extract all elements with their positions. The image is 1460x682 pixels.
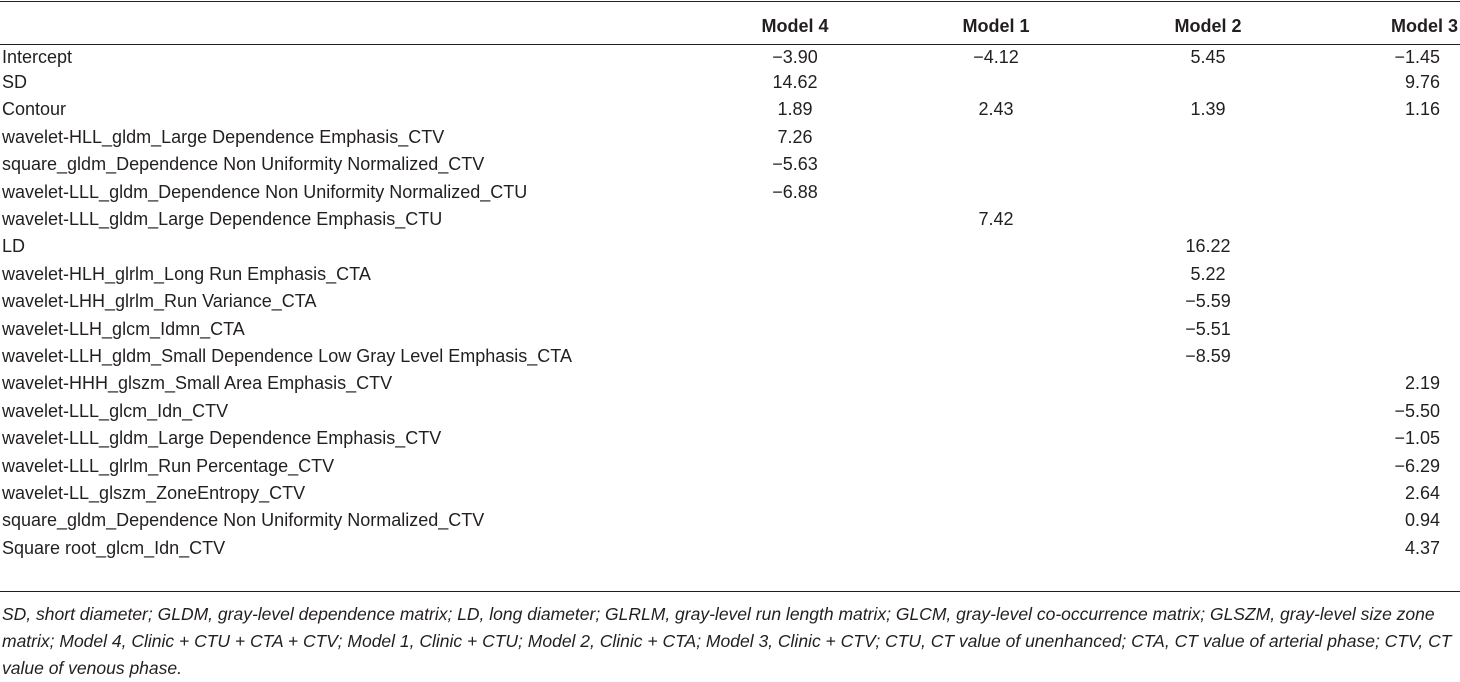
table-row — [0, 342, 1460, 369]
model-3-value: −6.29 — [1394, 455, 1440, 476]
model-1-value — [890, 315, 1102, 342]
model-2-value — [1102, 68, 1314, 95]
feature-name: wavelet-HHH_glszm_Small Area Emphasis_CTV — [2, 373, 393, 394]
table-row — [0, 452, 1460, 479]
feature-name: wavelet-LLH_glcm_Idmn_CTA — [2, 318, 245, 339]
model-4-value — [700, 452, 890, 479]
model-4-value: 14.62 — [772, 72, 818, 93]
table-row — [0, 288, 1460, 315]
table-row — [0, 178, 1460, 205]
model-2-value — [1102, 178, 1314, 205]
model-3-value: 9.76 — [1404, 72, 1440, 93]
model-2-value — [1102, 397, 1314, 424]
model-2-value: 5.45 — [1190, 46, 1226, 67]
model-4-value — [700, 507, 890, 534]
model-1-value: 2.43 — [978, 99, 1014, 120]
model-2-value — [1102, 534, 1314, 561]
model-1-value — [890, 424, 1102, 451]
table-top-rule — [0, 1, 1460, 2]
feature-name: wavelet-LLL_gldm_Dependence Non Uniformity Normalized_CTU — [2, 181, 528, 202]
model-4-value — [700, 479, 890, 506]
model-4-value — [700, 397, 890, 424]
model-3-value — [1314, 233, 1460, 260]
model-3-value: 2.64 — [1404, 482, 1440, 503]
model-2-value — [1102, 479, 1314, 506]
table-row — [0, 233, 1460, 260]
table-row — [0, 96, 1460, 123]
model-3-value: −1.45 — [1394, 46, 1440, 67]
model-2-value — [1102, 151, 1314, 178]
model-4-value: 1.89 — [777, 99, 813, 120]
model-4-value — [700, 424, 890, 451]
header-model-4: Model 4 — [761, 16, 829, 36]
feature-name: SD — [2, 72, 28, 93]
table-row — [0, 68, 1460, 95]
model-3-value: 0.94 — [1404, 510, 1440, 531]
model-3-value: −1.05 — [1394, 428, 1440, 449]
model-2-value: 16.22 — [1185, 236, 1231, 257]
feature-name: Square root_glcm_Idn_CTV — [2, 537, 226, 558]
model-1-value — [890, 123, 1102, 150]
model-2-value — [1102, 507, 1314, 534]
table-row — [0, 424, 1460, 451]
model-4-value — [700, 534, 890, 561]
model-2-value — [1102, 205, 1314, 232]
table-row — [0, 507, 1460, 534]
model-4-value — [700, 288, 890, 315]
table-row — [0, 479, 1460, 506]
feature-name: square_gldm_Dependence Non Uniformity Normalized_CTV — [2, 154, 485, 175]
model-3-value — [1314, 260, 1460, 287]
model-1-value: −4.12 — [973, 46, 1019, 67]
table-row — [0, 397, 1460, 424]
feature-name: wavelet-LLL_glcm_Idn_CTV — [2, 400, 229, 421]
model-2-value: 5.22 — [1190, 263, 1226, 284]
feature-name: LD — [2, 236, 26, 257]
model-4-value — [700, 205, 890, 232]
model-1-value — [890, 507, 1102, 534]
model-4-value: −6.88 — [772, 181, 818, 202]
model-1-value — [890, 233, 1102, 260]
model-3-value — [1314, 205, 1460, 232]
table-body — [0, 41, 1460, 561]
model-4-value — [700, 233, 890, 260]
model-1-value — [890, 68, 1102, 95]
model-4-value — [700, 260, 890, 287]
model-3-value — [1314, 288, 1460, 315]
model-1-value — [890, 151, 1102, 178]
model-1-value — [890, 534, 1102, 561]
table-header — [0, 11, 1460, 41]
model-3-value — [1314, 342, 1460, 369]
header-model-2: Model 2 — [1174, 16, 1242, 36]
model-1-value: 7.42 — [978, 209, 1014, 230]
model-4-value — [700, 342, 890, 369]
header-row — [0, 11, 1460, 41]
model-2-value — [1102, 424, 1314, 451]
model-2-value: −5.59 — [1185, 291, 1231, 312]
table-row — [0, 315, 1460, 342]
feature-name: Contour — [2, 99, 67, 120]
table-row — [0, 151, 1460, 178]
model-4-value — [700, 370, 890, 397]
header-model-3: Model 3 — [1390, 16, 1458, 36]
feature-name: square_gldm_Dependence Non Uniformity Normalized_CTV — [2, 510, 485, 531]
feature-name: wavelet-LLL_glrlm_Run Percentage_CTV — [2, 455, 335, 476]
model-3-value — [1314, 151, 1460, 178]
table-bottom-rule — [0, 591, 1460, 592]
model-1-value — [890, 342, 1102, 369]
model-1-value — [890, 370, 1102, 397]
model-3-value — [1314, 178, 1460, 205]
model-2-value: −8.59 — [1185, 345, 1231, 366]
model-2-value: 1.39 — [1190, 99, 1226, 120]
model-4-value: −5.63 — [772, 154, 818, 175]
model-1-value — [890, 479, 1102, 506]
model-4-value: 7.26 — [777, 126, 813, 147]
model-2-value — [1102, 370, 1314, 397]
model-2-value — [1102, 123, 1314, 150]
table-row — [0, 205, 1460, 232]
model-1-value — [890, 260, 1102, 287]
model-3-value: −5.50 — [1394, 400, 1440, 421]
feature-name: wavelet-LHH_glrlm_Run Variance_CTA — [2, 291, 317, 312]
model-1-value — [890, 452, 1102, 479]
table-footnote: SD, short diameter; GLDM, gray-level dependence matrix; LD, long diameter; GLRLM, gray-level run length matrix; GLCM, gray-level co-occurrence matrix; GLSZM, gray-level size zone matrix; Model 4, Clinic + CTU + CTA + CTV; Model 1, Clinic + CTU; Model 2, Clinic + CTA; Model 3, Clinic + CTV; CTU, CT value of unenhanced; CTA, CT value of arterial phase; CTV, CT value of venous phase. — [2, 604, 1452, 678]
feature-name: wavelet-LL_glszm_ZoneEntropy_CTV — [2, 482, 306, 503]
header-model-1: Model 1 — [962, 16, 1030, 36]
header-feature — [0, 11, 700, 41]
feature-name: wavelet-LLL_gldm_Large Dependence Emphasis_CTV — [2, 428, 442, 449]
feature-name: wavelet-HLL_gldm_Large Dependence Emphasis_CTV — [2, 126, 445, 147]
model-1-value — [890, 288, 1102, 315]
table-row — [0, 123, 1460, 150]
table-row — [0, 260, 1460, 287]
model-3-value: 2.19 — [1404, 373, 1440, 394]
table-row — [0, 370, 1460, 397]
coefficients-table — [0, 11, 1460, 561]
table-row — [0, 41, 1460, 68]
model-2-value — [1102, 452, 1314, 479]
model-1-value — [890, 397, 1102, 424]
model-2-value: −5.51 — [1185, 318, 1231, 339]
feature-name: wavelet-HLH_glrlm_Long Run Emphasis_CTA — [2, 263, 371, 284]
table-row — [0, 534, 1460, 561]
model-3-value: 1.16 — [1404, 99, 1440, 120]
model-3-value: 4.37 — [1404, 537, 1440, 558]
feature-name: wavelet-LLH_gldm_Small Dependence Low Gray Level Emphasis_CTA — [2, 345, 572, 366]
feature-name: wavelet-LLL_gldm_Large Dependence Emphasis_CTU — [2, 209, 443, 230]
feature-name: Intercept — [2, 46, 73, 67]
model-4-value — [700, 315, 890, 342]
model-1-value — [890, 178, 1102, 205]
model-4-value: −3.90 — [772, 46, 818, 67]
model-3-value — [1314, 123, 1460, 150]
model-3-value — [1314, 315, 1460, 342]
